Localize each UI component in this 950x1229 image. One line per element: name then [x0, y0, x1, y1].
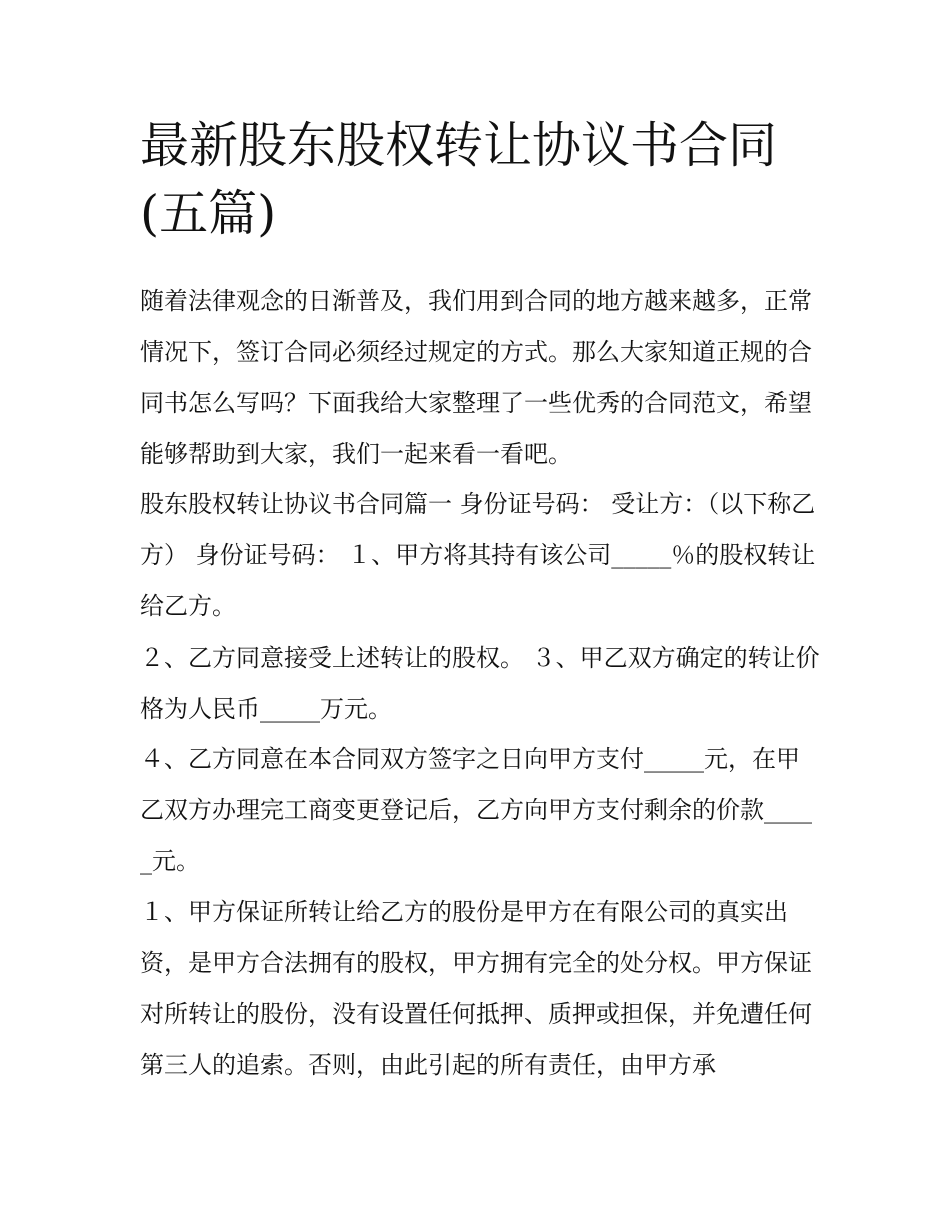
document-title: 最新股东股权转让协议书合同(五篇)	[140, 117, 778, 242]
paragraph-article-one: 股东股权转让协议书合同篇一 身份证号码： 受让方：（以下称乙方） 身份证号码： １、甲方将其持有该公司_____％的股权转让给乙方。	[140, 490, 816, 620]
paragraph-intro: 随着法律观念的日渐普及，我们用到合同的地方越来越多，正常情况下，签订合同必须经过规定的方式。那么大家知道正规的合同书怎么写吗？下面我给大家整理了一些优秀的合同范文，希望能够帮助到大家，我们一起来看一看吧。	[140, 287, 812, 468]
paragraph-payment: ４、乙方同意在本合同双方签字之日向甲方支付_____元，在甲乙双方办理完工商变更登记后，乙方向甲方支付剩余的价款_____元。	[140, 745, 812, 875]
paragraph-transfer-price: ２、乙方同意接受上述转让的股权。 ３、甲乙双方确定的转让价格为人民币_____万元。	[140, 644, 820, 723]
paragraph-guarantee: １、甲方保证所转让给乙方的股份是甲方在有限公司的真实出资，是甲方合法拥有的股权，甲方拥有完全的处分权。甲方保证对所转让的股份，没有设置任何抵押、质押或担保，并免遭任何第三人的追索。否则，由此引起的所有责任，由甲方承	[140, 898, 812, 1079]
